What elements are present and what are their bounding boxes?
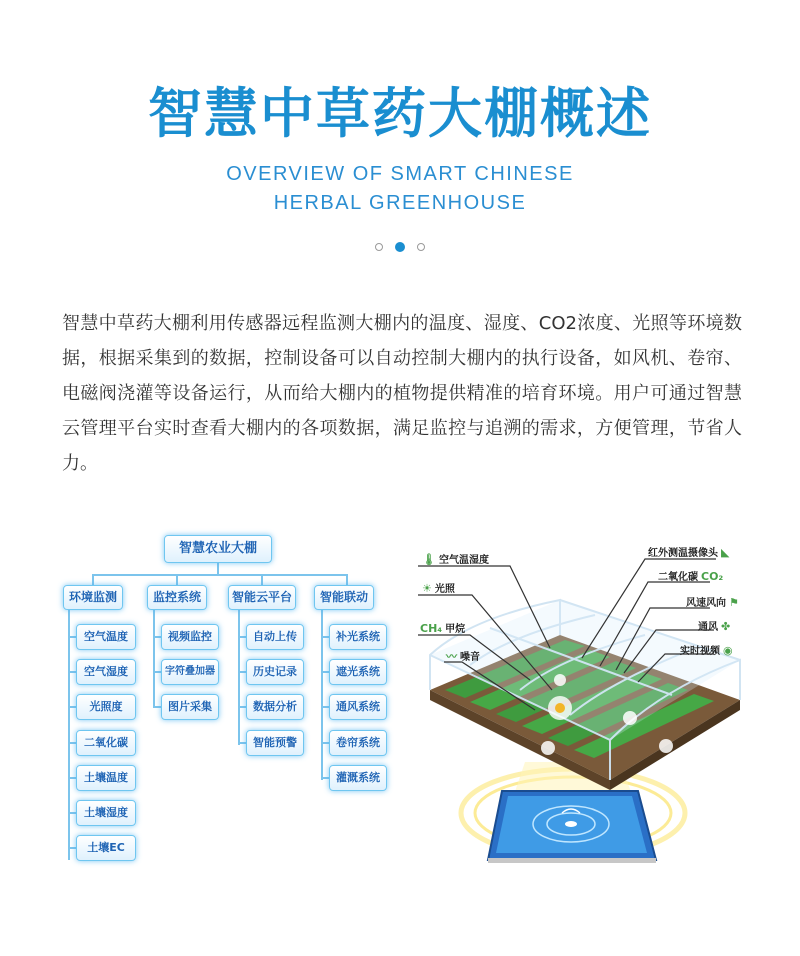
- tree-leaf-node: 历史记录: [246, 659, 304, 685]
- page-title: 智慧中草药大棚概述: [148, 82, 652, 145]
- label-noise: [446, 648, 480, 664]
- description-paragraph: 智慧中草药大棚利用传感器远程监测大棚内的温度、湿度、CO2浓度、光照等环境数据，根据采集到的数据，控制设备可以自动控制大棚内的执行设备，如风机、卷帘、电磁阀浇灌等设备运行，从而给大棚内的植物提供精准的培育环境。用户可通过智慧云管理平台实时查看大棚内的各项数据，满足监控与追溯的需求，方便管理，节省人力。: [62, 313, 742, 474]
- tree-leaf-node: 卷帘系统: [329, 730, 387, 756]
- sound-wave-icon: 〰: [446, 650, 457, 663]
- sun-icon: ☀: [422, 582, 432, 595]
- label-text: 实时视频: [680, 646, 720, 657]
- label-text: 二氧化碳: [658, 572, 698, 583]
- label-text: 通风: [698, 622, 718, 633]
- carousel-dot-active[interactable]: [395, 242, 405, 252]
- tree-leaf-node: 视频监控: [161, 624, 219, 650]
- tree-leaf-node: 土壤湿度: [76, 800, 136, 826]
- label-wind: [686, 594, 739, 609]
- label-co2: [658, 568, 723, 583]
- tree-leaf-node: 通风系统: [329, 694, 387, 720]
- tree-leaf-node: 灌溉系统: [329, 765, 387, 791]
- tree-leaf-node: 自动上传: [246, 624, 304, 650]
- carousel-dot[interactable]: [375, 243, 383, 251]
- tree-leaf-node: 智能预警: [246, 730, 304, 756]
- label-methane: [420, 620, 465, 635]
- tree-root-node: 智慧农业大棚: [164, 535, 272, 563]
- tree-leaf-node: 图片采集: [161, 694, 219, 720]
- label-air-temp-humidity: [422, 551, 489, 566]
- page-subtitle: [0, 160, 800, 218]
- label-live-video: [680, 642, 733, 657]
- tree-leaf-node: 补光系统: [329, 624, 387, 650]
- label-text: 风速风向: [686, 598, 726, 609]
- label-light: [422, 580, 455, 595]
- video-icon: ◉: [723, 644, 733, 657]
- tree-leaf-node: 二氧化碳: [76, 730, 136, 756]
- tree-leaf-node: 空气湿度: [76, 659, 136, 685]
- tree-leaf-node: 遮光系统: [329, 659, 387, 685]
- label-text: 甲烷: [445, 624, 466, 635]
- co2-tag: CO₂: [701, 570, 724, 583]
- label-text: 噪音: [460, 652, 480, 663]
- greenhouse-graphic: [410, 540, 750, 870]
- label-text: 空气温湿度: [438, 555, 489, 566]
- tree-leaf-node: 数据分析: [246, 694, 304, 720]
- tree-leaf-node: 字符叠加器: [161, 659, 219, 685]
- tree-leaf-node: 土壤温度: [76, 765, 136, 791]
- branch-smart-cloud-platform: 智能云平台: [228, 585, 296, 610]
- tree-leaf-node: 空气温度: [76, 624, 136, 650]
- subtitle-line-1: OVERVIEW OF SMART CHINESE: [226, 163, 574, 185]
- camera-icon: ◣: [721, 546, 730, 559]
- branch-monitoring-system: 监控系统: [147, 585, 207, 610]
- wind-vane-icon: ⚑: [729, 596, 739, 609]
- label-infrared-camera: [648, 544, 729, 559]
- subtitle-line-2: HERBAL GREENHOUSE: [273, 192, 527, 214]
- label-text: 红外测温摄像头: [648, 548, 718, 559]
- carousel-dot[interactable]: [417, 243, 425, 251]
- fan-icon: ✤: [721, 620, 731, 633]
- tree-leaf-node: 光照度: [76, 694, 136, 720]
- ch4-tag: CH₄: [420, 622, 443, 635]
- label-ventilation: [698, 618, 730, 633]
- tree-leaf-node: 土壤EC: [76, 835, 136, 861]
- carousel-dots: [0, 236, 800, 255]
- label-text: 光照: [434, 584, 455, 595]
- thermometer-icon: 🌡: [422, 553, 436, 566]
- branch-environment-monitoring: 环境监测: [63, 585, 123, 610]
- greenhouse-illustration: [410, 540, 750, 870]
- branch-smart-linkage: 智能联动: [314, 585, 374, 610]
